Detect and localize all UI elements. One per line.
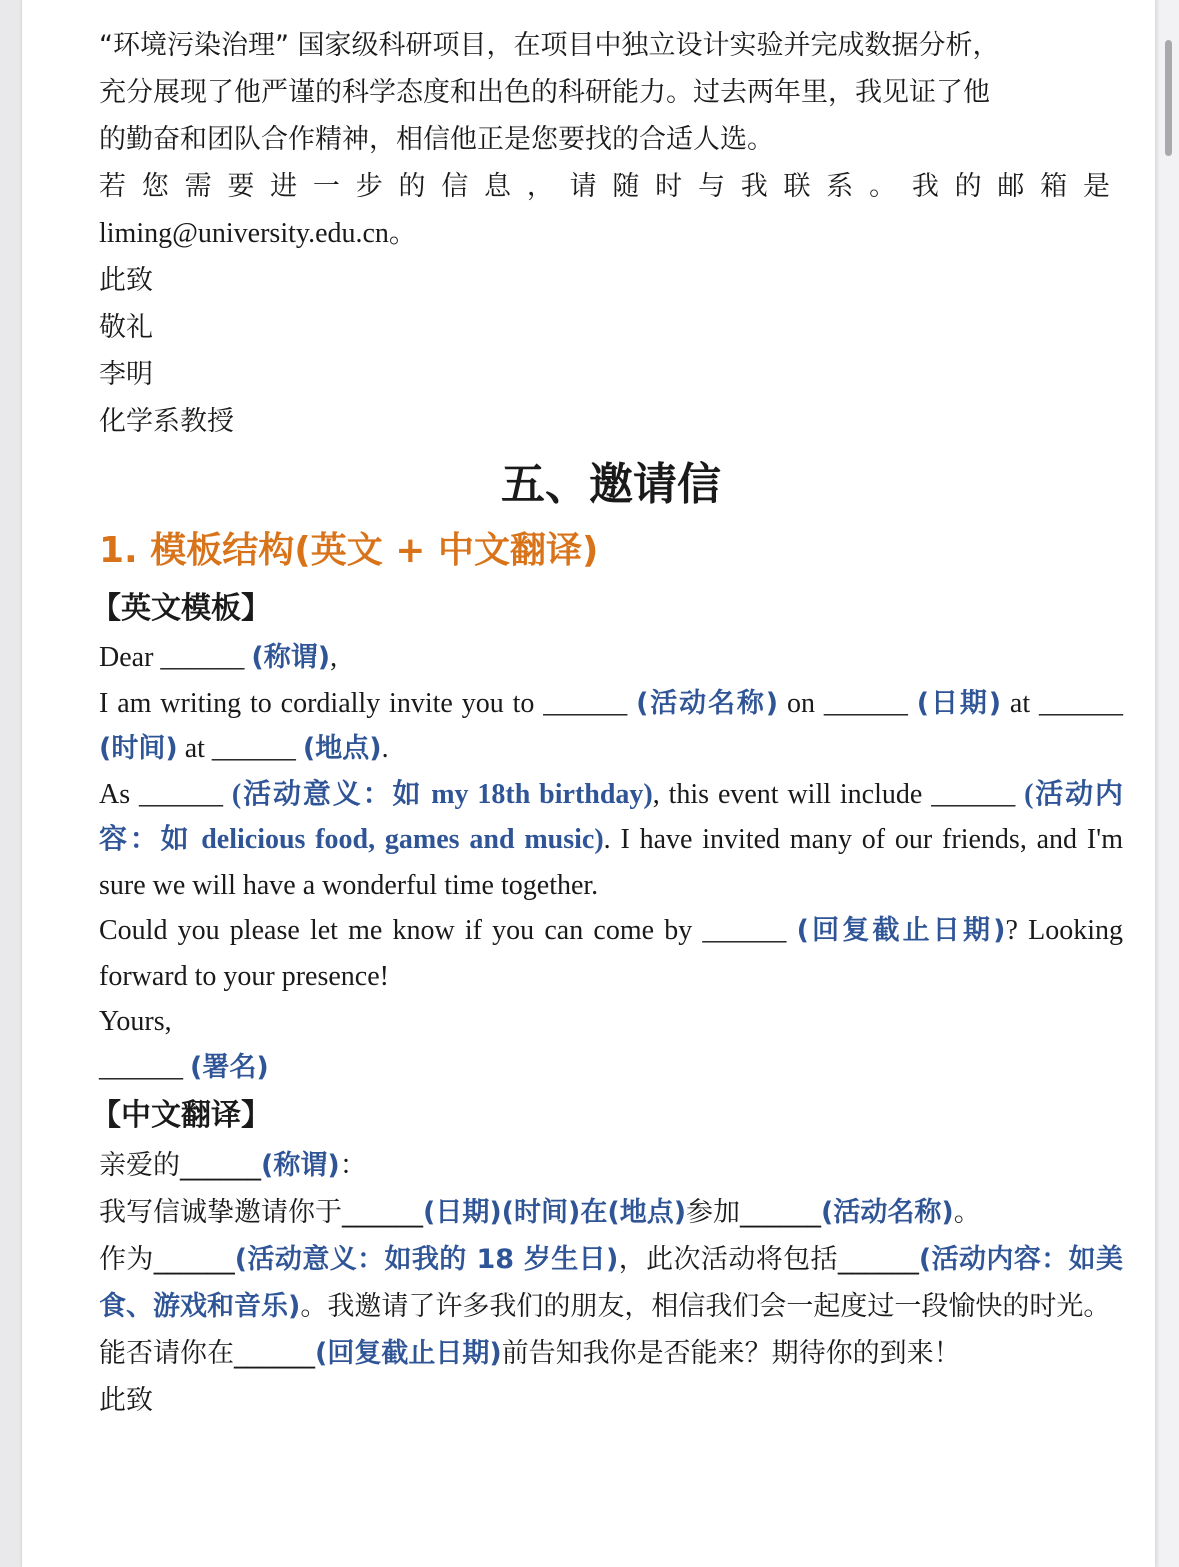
chinese-translation-body [99,1142,1123,1424]
placeholder-date-time-place: (日期)(时间)在(地点) [423,1197,687,1228]
text: . I have invited many of our friends, and I'm sure we will have a wonderful time together. [99,824,1123,901]
letter-paragraph-line: “环境污染治理” 国家级科研项目，在项目中独立设计实验并完成数据分析， [99,30,1000,61]
letter-salute: 敬礼 [99,312,153,343]
document-content [91,22,1124,1424]
letter-paragraph-line: 的勤奋和团队合作精神，相信他正是您要找的合适人选。 [99,124,774,155]
text: 作为 [99,1244,154,1275]
text: 参加 [686,1197,741,1228]
blank-line: ______ [139,778,223,810]
scrollbar-track[interactable] [1159,0,1179,1567]
english-template-label: 【英文模板】 [91,591,271,626]
placeholder-meaning: (活动意义：如 my 18th birthday) [231,778,653,810]
template-line [99,772,1123,909]
placeholder-event-name: (活动名称) [636,687,779,719]
text: 。我邀请了许多我们的朋友，相信我们会一起度过一段愉快的时光。 [300,1291,1111,1322]
placeholder-meaning: (活动意义：如我的 18 岁生日) [234,1244,619,1275]
translation-line [99,1236,1123,1330]
blank-line: ______ [702,915,787,946]
template-line [99,908,1123,999]
letter-signature: 李明 [99,359,153,390]
text: 我写信诚挚邀请你于 [99,1197,342,1228]
text: . [381,733,389,764]
letter-closing: 此致 [99,265,153,296]
blank-line: ______ [180,1150,261,1181]
text: ? [1005,915,1018,946]
letter-contact-line: 若您需要进一步的信息，请随时与我联系。我的邮箱是 [99,171,1123,202]
placeholder-time: (时间) [99,733,178,764]
letter-signer-title: 化学系教授 [99,406,234,437]
blank-line: ______ [234,1338,315,1369]
blank-line: ______ [837,1244,919,1275]
text: 。 [953,1197,981,1228]
english-template-body [99,635,1123,1090]
placeholder-signature: (署名) [190,1051,269,1083]
text: at [177,733,212,764]
translation-line [99,1330,1123,1377]
placeholder-content: (活动内容：如 delicious food, games and music) [99,778,1124,855]
blank-line: ______ [211,733,296,764]
text: on [778,687,824,719]
blank-line: ______ [740,1197,822,1228]
blank-line: ______ [342,1197,423,1228]
placeholder-event-name: (活动名称) [821,1197,954,1228]
letter-paragraph-line: 充分展现了他严谨的科学态度和出色的科研能力。过去两年里，我见证了他 [99,77,990,108]
section-heading: 五、邀请信 [501,459,721,510]
text: As [99,778,139,810]
placeholder-place: (地点) [302,733,382,764]
subsection-heading: 1. 模板结构(英文 + 中文翻译) [99,530,599,571]
letter-email-line: liming@university.edu.cn。 [99,218,417,249]
blank-line: ______ [543,687,628,719]
text: 亲爱的 [99,1150,180,1181]
template-line [99,681,1123,772]
placeholder-date: (日期) [916,687,1002,719]
text: , [330,642,338,673]
text: Dear [99,642,161,673]
text: Could you please let me know if you can come by [99,915,703,946]
template-line [99,635,1123,681]
placeholder-reply-deadline: (回复截止日期) [796,915,1006,946]
text: I am writing to cordially invite you to [99,687,544,719]
blank-line: ______ [823,687,908,719]
placeholder-salutation: (称谓) [251,642,331,673]
translation-line [99,1189,1123,1236]
blank-line: ______ [160,642,245,673]
blank-line: ______ [153,1244,235,1275]
scrollbar-thumb[interactable] [1165,40,1172,156]
placeholder-reply-deadline: (回复截止日期) [315,1338,502,1369]
template-line: Yours, [99,1006,172,1037]
placeholder-content: (活动内容：如美食、游戏和音乐) [99,1244,1124,1322]
text: , this event will include [652,778,932,810]
text: 能否请你在 [99,1338,234,1369]
blank-line: ______ [1039,687,1123,719]
text: 前告知我你是否能来？期待你的到来！ [501,1338,961,1369]
text: ： [339,1150,367,1181]
blank-line: ______ [99,1051,183,1083]
document-page [22,0,1155,1567]
blank-line: ______ [931,778,1016,810]
text: ，此次活动将包括 [618,1244,838,1275]
translation-line [99,1142,1123,1189]
template-line [99,1045,1123,1091]
translation-closing: 此致 [99,1385,153,1416]
placeholder-salutation: (称谓) [261,1150,340,1181]
chinese-translation-label: 【中文翻译】 [91,1098,271,1133]
text: at [1001,687,1039,719]
text: Looking forward to your presence! [99,915,1124,992]
